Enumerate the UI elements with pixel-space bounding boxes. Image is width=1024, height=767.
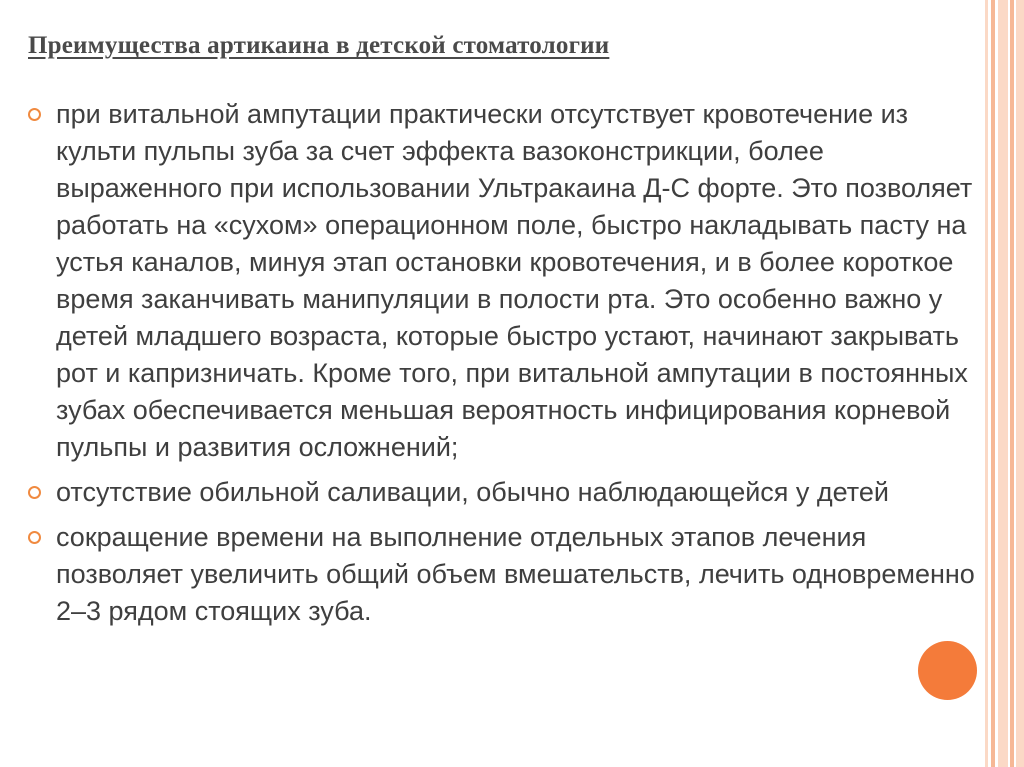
bullet-text: сокращение времени на выполнение отдельных этапов лечения позволяет увеличить общий объем вмешательств, лечить одновременно 2–3 рядом стоящих зуба. bbox=[56, 522, 975, 626]
bullet-text: при витальной ампутации практически отсутствует кровотечение из культи пульпы зуба за счет эффекта вазоконстрикции, более выраженного при использовании Ультракаина Д-С форте. Это позволяет работать на «сухом» операционном поле, быстро накладывать пасту на устья каналов, минуя этап остановки кровотечения, и в более короткое время заканчивать манипуляции в полости рта. Это особенно важно у детей младшего возраста, которые быстро устают, начинают закрывать рот и капризничать. Кроме того, при витальной ампутации в постоянных зубах обеспечивается меньшая вероятность инфицирования корневой пульпы и развития осложнений; bbox=[56, 99, 973, 462]
bullet-item bbox=[28, 519, 983, 630]
decor-stripe bbox=[1016, 0, 1024, 767]
decor-stripe bbox=[998, 0, 1008, 767]
decor-stripe bbox=[991, 0, 995, 767]
bullet-circle-icon bbox=[28, 486, 41, 499]
bullet-list bbox=[28, 96, 983, 638]
bullet-item bbox=[28, 96, 983, 466]
decor-stripe bbox=[985, 0, 988, 767]
decorative-circle bbox=[918, 641, 977, 700]
bullet-text: отсутствие обильной саливации, обычно наблюдающейся у детей bbox=[56, 477, 889, 507]
bullet-circle-icon bbox=[28, 531, 41, 544]
decor-stripe bbox=[1010, 0, 1014, 767]
bullet-item bbox=[28, 474, 983, 511]
slide-title: Преимущества артикаина в детской стоматологии bbox=[28, 32, 610, 59]
bullet-circle-icon bbox=[28, 108, 41, 121]
